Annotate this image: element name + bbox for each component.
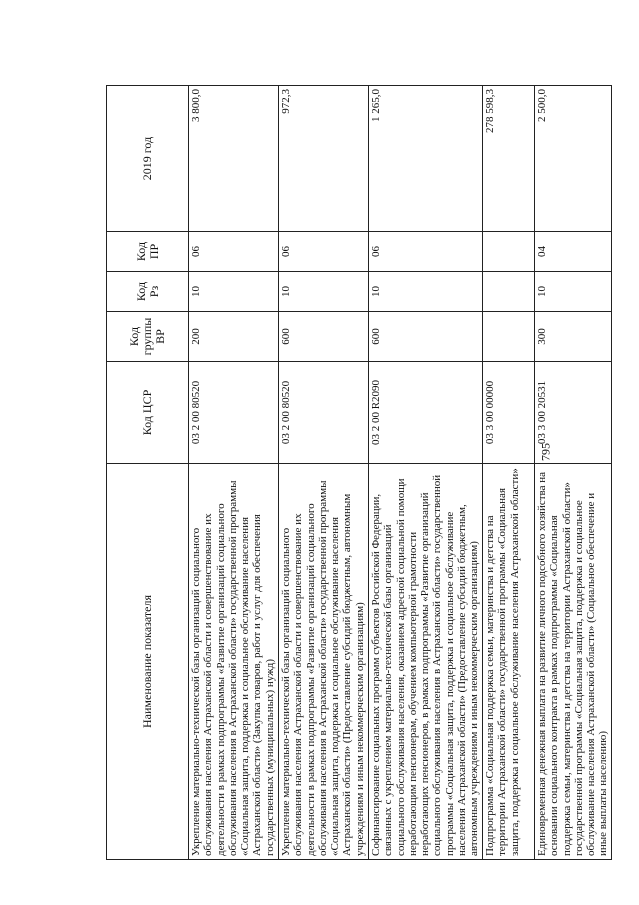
row-pr: 06 <box>369 232 483 272</box>
row-csr: 03 2 00 80520 <box>189 362 279 464</box>
row-name: Укрепление материально-технической базы организаций социального обслуживания населения Астраханской области и совершенствование их деятельности в рамках подпрограммы «Развитие организаций социального обслуживания населения в Астраханской области» государственной программы «Социальная защита, поддержка и социальное обслуживание населения Астраханской области» (Предоставление субсидий бюджетным, автономным учреждениям и иным некоммерческим организациям) <box>279 464 369 860</box>
row-name: Укрепление материально-технической базы организаций социального обслуживания населения Астраханской области и совершенствование их деятельности в рамках подпрограммы «Развитие организаций социального обслуживания населения в Астраханской области» государственной программы «Социальная защита, поддержка и социальное обслуживание населения Астраханской области» (Закупка товаров, работ и услуг для обеспечения государственных (муниципальных) нужд) <box>189 464 279 860</box>
row-vr: 600 <box>279 312 369 362</box>
row-vr: 300 <box>535 312 612 362</box>
table-row <box>483 86 535 860</box>
row-2019: 972,3 <box>279 86 369 232</box>
row-vr: 200 <box>189 312 279 362</box>
page-number: 795 <box>538 443 553 461</box>
row-csr: 03 2 00 R2090 <box>369 362 483 464</box>
row-name: Единовременная денежная выплата на развитие личного подсобного хозяйства на основании социального контракта в рамках подпрограммы «Социальная поддержка семьи, материнства и детства на территории Астраханской области» государственной программы «Социальная защита, поддержка и социальное обслуживание населения Астраханской области» (Социальное обеспечение и иные выплаты населению) <box>535 464 612 860</box>
row-pr <box>483 232 535 272</box>
table-row <box>369 86 483 860</box>
header-name: Наименование показателя <box>107 464 189 860</box>
table-header-row <box>107 86 189 860</box>
header-rz: Код Рз <box>107 272 189 312</box>
row-vr: 600 <box>369 312 483 362</box>
row-rz: 10 <box>189 272 279 312</box>
row-2019: 278 598,3 <box>483 86 535 232</box>
row-2019: 2 500,0 <box>535 86 612 232</box>
row-name: Софинансирование социальных программ субъектов Российской Федерации, связанных с укреплением материально-технической базы организаций социального обслуживания населения, оказанием адресной социальной помощи неработающим пенсионерам, обучением компьютерной грамотности неработающих пенсионеров, в рамках подпрограммы «Развитие организаций социального обслуживания населения в Астраханской области» государственной программы «Социальная защита, поддержка и социальное обслуживание населения Астраханской области» (Предоставление субсидий бюджетным, автономным учреждениям и иным некоммерческим организациям) <box>369 464 483 860</box>
row-vr <box>483 312 535 362</box>
row-rz: 10 <box>369 272 483 312</box>
header-pr: Код ПР <box>107 232 189 272</box>
header-2019: 2019 год <box>107 86 189 232</box>
row-csr: 03 2 00 80520 <box>279 362 369 464</box>
table-row <box>535 86 612 860</box>
row-pr: 06 <box>189 232 279 272</box>
row-rz: 10 <box>279 272 369 312</box>
row-pr: 04 <box>535 232 612 272</box>
row-2019: 3 800,0 <box>189 86 279 232</box>
table-row <box>189 86 279 860</box>
table-row <box>279 86 369 860</box>
row-csr: 03 3 00 20531 <box>535 362 612 464</box>
row-2019: 1 265,0 <box>369 86 483 232</box>
row-rz: 10 <box>535 272 612 312</box>
row-rz <box>483 272 535 312</box>
row-name: Подпрограмма «Социальная поддержка семьи, материнства и детства на территории Астраханской области» государственной программы «Социальная защита, поддержка и социальное обслуживание населения Астраханской области» <box>483 464 535 860</box>
header-csr: Код ЦСР <box>107 362 189 464</box>
row-csr: 03 3 00 00000 <box>483 362 535 464</box>
budget-table <box>106 85 612 860</box>
row-pr: 06 <box>279 232 369 272</box>
header-vr: Код группы ВР <box>107 312 189 362</box>
